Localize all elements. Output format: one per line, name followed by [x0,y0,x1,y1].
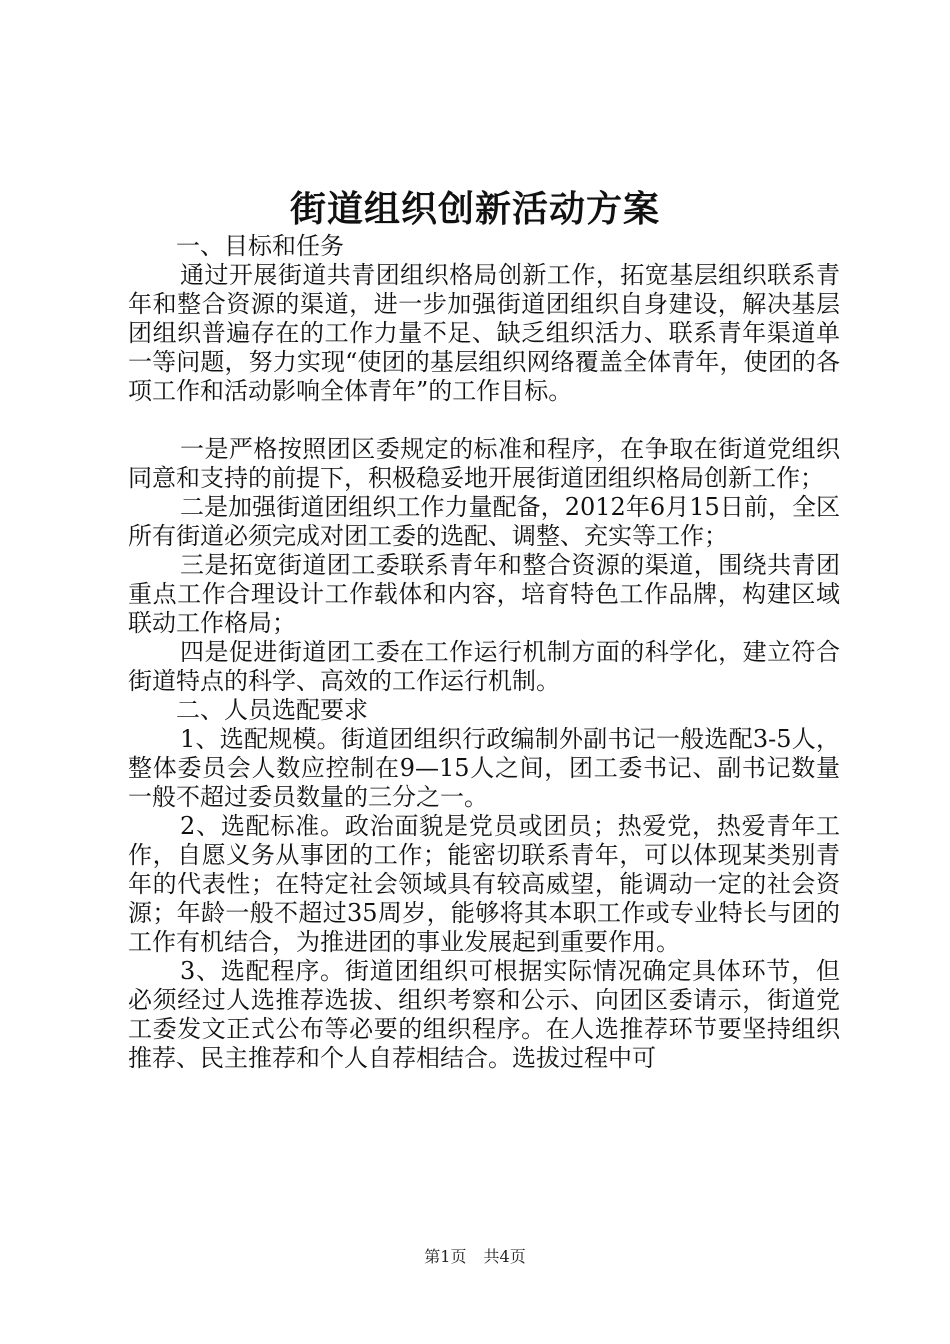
section-heading-goals: 一、目标和任务 [176,232,344,260]
paragraph-goal: 通过开展街道共青团组织格局创新工作，拓宽基层组织联系青年和整合资源的渠道，进一步加强街道团组织自身建设，解决基层团组织普遍存在的工作力量不足、缺乏组织活力、联系青年渠道单一等问题，努力实现“使团的基层组织网络覆盖全体青年，使团的各项工作和活动影响全体青年”的工作目标。 [128,261,840,405]
page-number: 第1页 [424,1247,467,1266]
document-title: 街道组织创新活动方案 [289,188,660,230]
section-heading-staffing: 二、人员选配要求 [176,696,368,724]
page-total: 共4页 [483,1247,526,1266]
paragraph-procedure: 3、选配程序。街道团组织可根据实际情况确定具体环节，但必须经过人选推荐选拔、组织考察和公示、向团区委请示，街道党工委发文正式公布等必要的组织程序。在人选推荐环节要坚持组织推荐、民主推荐和个人自荐相结合。选拔过程中可 [128,957,840,1072]
document-body [128,232,840,1073]
paragraph-task-2: 二是加强街道团组织工作力量配备，2012年6月15日前，全区所有街道必须完成对团工委的选配、调整、充实等工作； [128,493,840,550]
paragraph-scale: 1、选配规模。街道团组织行政编制外副书记一般选配3-5人，整体委员会人数应控制在9—15人之间，团工委书记、副书记数量一般不超过委员数量的三分之一。 [128,725,840,811]
paragraph-task-4: 四是促进街道团工委在工作运行机制方面的科学化，建立符合街道特点的科学、高效的工作运行机制。 [128,638,840,695]
paragraph-standard: 2、选配标准。政治面貌是党员或团员；热爱党，热爱青年工作，自愿义务从事团的工作；能密切联系青年，可以体现某类别青年的代表性；在特定社会领域具有较高威望，能调动一定的社会资源；年龄一般不超过35周岁，能够将其本职工作或专业特长与团的工作有机结合，为推进团的事业发展起到重要作用。 [128,812,840,956]
paragraph-task-1: 一是严格按照团区委规定的标准和程序，在争取在街道党组织同意和支持的前提下，积极稳妥地开展街道团组织格局创新工作； [128,435,840,492]
paragraph-spacer [128,406,840,435]
page-footer [0,1244,950,1267]
paragraph-task-3: 三是拓宽街道团工委联系青年和整合资源的渠道，围绕共青团重点工作合理设计工作载体和内容，培育特色工作品牌，构建区域联动工作格局； [128,551,840,637]
